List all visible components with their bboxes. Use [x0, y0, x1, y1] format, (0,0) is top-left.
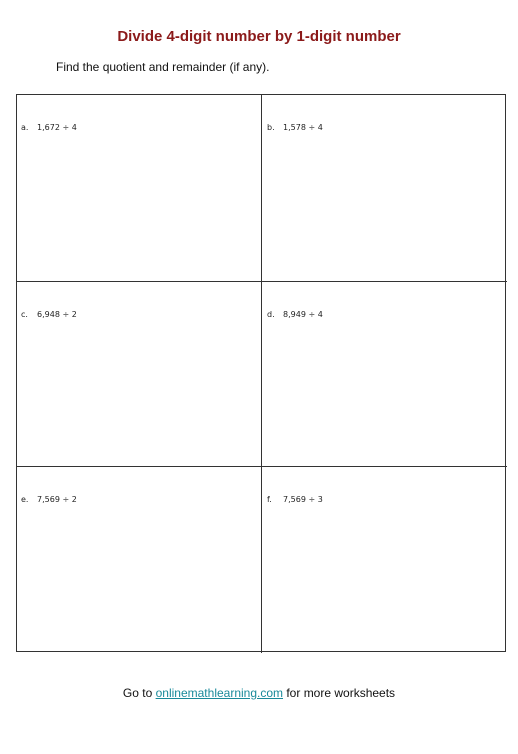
problem-c: [21, 310, 77, 319]
problem-expression: 8,949 ÷ 4: [283, 310, 323, 319]
problem-grid: [16, 94, 506, 652]
footer-suffix: for more worksheets: [283, 686, 396, 700]
instructions-text: Find the quotient and remainder (if any).: [56, 60, 270, 74]
problem-cell-a: [17, 95, 262, 282]
problem-a: [21, 123, 77, 132]
problem-expression: 7,569 ÷ 3: [283, 495, 323, 504]
problem-letter: d.: [267, 310, 275, 319]
problem-cell-c: [17, 282, 262, 467]
problem-letter: e.: [21, 495, 29, 504]
problem-b: [267, 123, 323, 132]
problem-d: [267, 310, 323, 319]
problem-cell-d: [262, 282, 507, 467]
problem-e: [21, 495, 77, 504]
problem-letter: b.: [267, 123, 275, 132]
problem-expression: 1,672 ÷ 4: [37, 123, 77, 132]
problem-expression: 6,948 ÷ 2: [37, 310, 77, 319]
problem-letter: f.: [267, 495, 272, 504]
problem-f: [267, 495, 323, 504]
problem-letter: c.: [21, 310, 28, 319]
page-title: Divide 4-digit number by 1-digit number: [117, 28, 401, 45]
problem-cell-f: [262, 467, 507, 653]
problem-expression: 7,569 ÷ 2: [37, 495, 77, 504]
problem-cell-e: [17, 467, 262, 653]
site-link[interactable]: onlinemathlearning.com: [155, 686, 284, 700]
problem-letter: a.: [21, 123, 29, 132]
footer-prefix: Go to: [122, 686, 156, 700]
problem-expression: 1,578 ÷ 4: [283, 123, 323, 132]
problem-cell-b: [262, 95, 507, 282]
footer: [0, 686, 518, 700]
